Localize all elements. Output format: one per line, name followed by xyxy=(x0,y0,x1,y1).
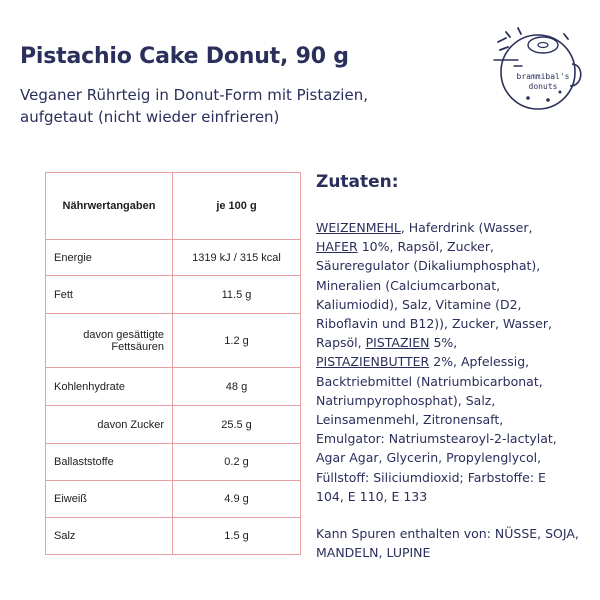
nutrition-row xyxy=(46,314,301,368)
allergen-pistachio: PISTAZIEN xyxy=(365,335,430,351)
nutrition-row xyxy=(46,276,301,314)
nutrition-header-label: Nährwertangaben xyxy=(46,173,173,240)
nutrition-value: 4.9 g xyxy=(173,481,301,518)
donut-mug-icon xyxy=(488,20,584,112)
nutrition-label: Ballaststoffe xyxy=(46,444,173,481)
nutrition-row xyxy=(46,368,301,406)
ingredients-fragment: 10%, Rapsöl, Zucker, xyxy=(357,239,494,255)
allergen-oat: HAFER xyxy=(316,239,358,255)
nutrition-label: Kohlenhydrate xyxy=(46,368,173,406)
logo-text-line1: brammibal's xyxy=(516,72,570,81)
nutrition-value: 1.5 g xyxy=(173,518,301,555)
ingredients-line: Riboflavin und B12)), Zucker, Wasser, xyxy=(316,316,552,332)
nutrition-header-value: je 100 g xyxy=(173,173,301,240)
brand-logo xyxy=(488,20,584,112)
nutrition-value: 25.5 g xyxy=(173,406,301,444)
ingredients-text xyxy=(316,218,588,506)
ingredients-fragment: 2%, Apfelessig, xyxy=(429,354,530,370)
nutrition-label: Eiweiß xyxy=(46,481,173,518)
nutrition-label: davon gesättigte Fettsäuren xyxy=(46,314,173,368)
ingredients-line: Füllstoff: Siliciumdioxid; Farbstoffe: E xyxy=(316,469,546,485)
ingredients-line: Natriumpyrophosphat), Salz, xyxy=(316,392,496,408)
ingredients-line: 104, E 110, E 133 xyxy=(316,488,428,504)
ingredients-line: Emulgator: Natriumstearoyl-2-lactylat, xyxy=(316,431,557,447)
ingredients-line xyxy=(316,218,588,237)
nutrition-row xyxy=(46,240,301,276)
ingredients-fragment: Rapsöl, xyxy=(316,335,366,351)
ingredients-line: Backtriebmittel (Natriumbicarbonat, xyxy=(316,373,543,389)
ingredients-line xyxy=(316,352,588,371)
ingredients-line xyxy=(316,237,588,256)
nutrition-label: davon Zucker xyxy=(46,406,173,444)
nutrition-row xyxy=(46,444,301,481)
nutrition-value: 0.2 g xyxy=(173,444,301,481)
ingredients-line: Leinsamenmehl, Zitronensaft, xyxy=(316,412,504,428)
ingredients-line: Agar Agar, Glycerin, Propylenglycol, xyxy=(316,450,542,466)
nutrition-row xyxy=(46,481,301,518)
nutrition-value: 48 g xyxy=(173,368,301,406)
nutrition-value: 1319 kJ / 315 kcal xyxy=(173,240,301,276)
ingredients-fragment: , Haferdrink (Wasser, xyxy=(400,220,533,235)
ingredients-line: Säureregulator (Dikaliumphosphat), xyxy=(316,258,541,274)
nutrition-label: Fett xyxy=(46,276,173,314)
nutrition-value: 1.2 g xyxy=(173,314,301,368)
nutrition-row xyxy=(46,406,301,444)
allergen-pistachio-butter: PISTAZIENBUTTER xyxy=(316,354,430,370)
nutrition-header-row xyxy=(46,173,301,240)
product-title: Pistachio Cake Donut, 90 g xyxy=(20,44,349,69)
ingredients-line: Kaliumiodid), Salz, Vitamine (D2, xyxy=(316,296,522,312)
ingredients-line: Mineralien (Calciumcarbonat, xyxy=(316,277,501,293)
nutrition-table xyxy=(45,172,301,555)
nutrition-label: Energie xyxy=(46,240,173,276)
product-subtitle: Veganer Rührteig in Donut-Form mit Pistazien, aufgetaut (nicht wieder einfrieren) xyxy=(20,86,368,126)
allergen-traces-note: Kann Spuren enthalten von: NÜSSE, SOJA, MANDELN, LUPINE xyxy=(316,526,579,561)
nutrition-value: 11.5 g xyxy=(173,276,301,314)
ingredients-fragment: 5%, xyxy=(429,335,458,351)
nutrition-row xyxy=(46,518,301,555)
allergen-wheat: WEIZENMEHL xyxy=(316,220,401,235)
ingredients-title: Zutaten: xyxy=(316,172,399,192)
nutrition-label: Salz xyxy=(46,518,173,555)
logo-text-line2: donuts xyxy=(528,82,558,91)
ingredients-line xyxy=(316,333,588,352)
